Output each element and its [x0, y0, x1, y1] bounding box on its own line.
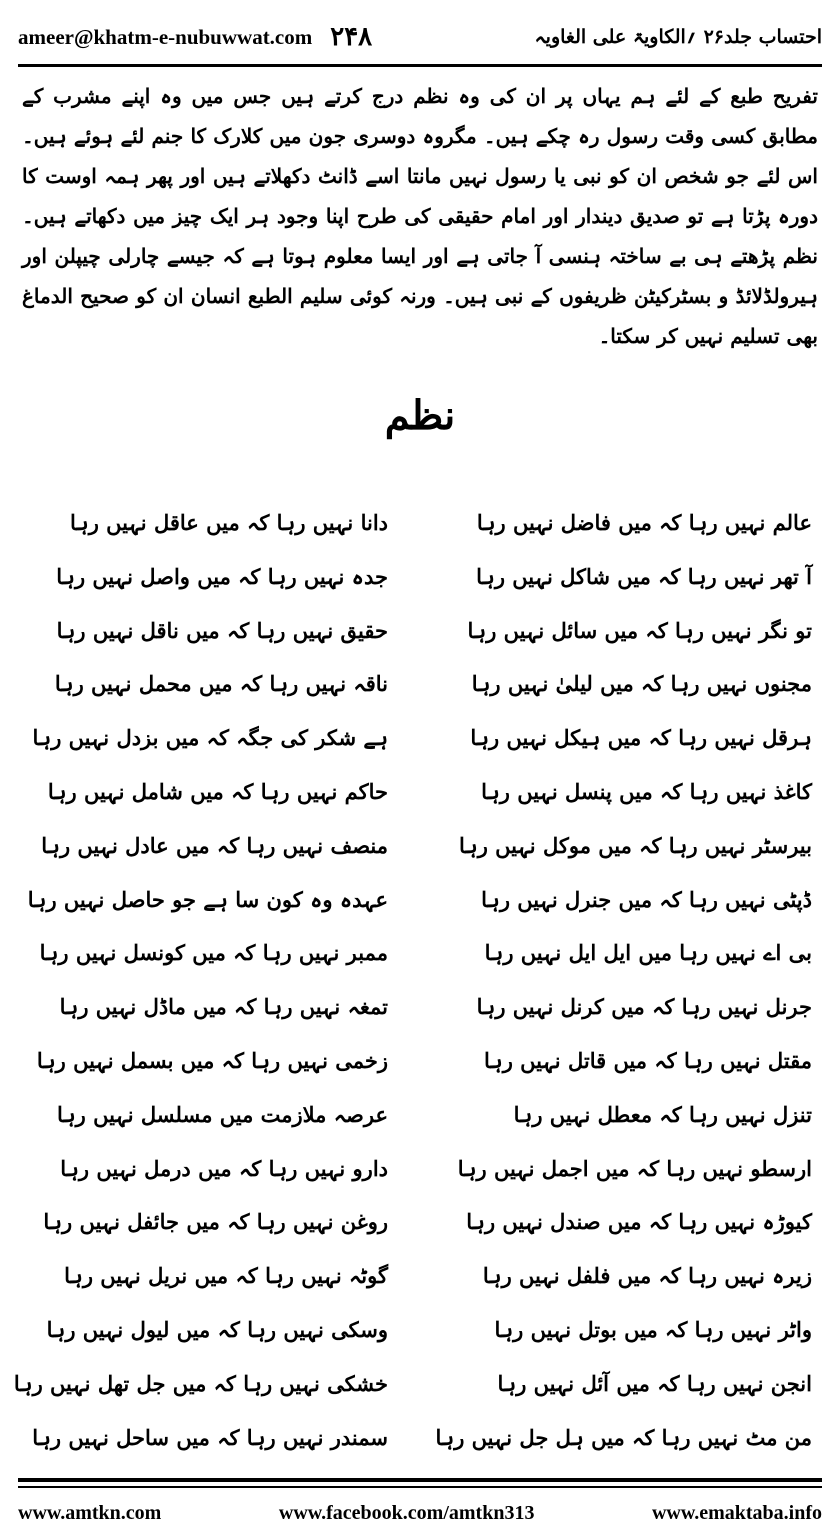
verse: ارسطو نہیں رہا کہ میں اجمل نہیں رہا	[457, 1155, 812, 1181]
footer-rule	[18, 1478, 822, 1488]
verse: ہرقل نہیں رہا کہ میں ہیکل نہیں رہا	[470, 725, 812, 751]
verse: مقتل نہیں رہا کہ میں قاتل نہیں رہا	[484, 1047, 812, 1073]
verse: ناقہ نہیں رہا کہ میں محمل نہیں رہا	[54, 671, 388, 697]
verse: کیوڑہ نہیں رہا کہ میں صندل نہیں رہا	[466, 1209, 812, 1235]
verse: من مٹ نہیں رہا کہ میں ہل جل نہیں رہا	[435, 1424, 812, 1450]
book-title: احتساب جلد۲۶ ؍الکاویۃ علی الغاویہ	[534, 26, 822, 48]
verse: خشکی نہیں رہا کہ میں جل تھل نہیں رہا	[13, 1370, 388, 1396]
footer-link-amtkn[interactable]: www.amtkn.com	[18, 1501, 162, 1524]
verse: تو نگر نہیں رہا کہ میں سائل نہیں رہا	[467, 617, 812, 643]
verse: عہدہ وہ کون سا ہے جو حاصل نہیں رہا	[27, 886, 388, 912]
page-number: ۲۴۸	[330, 22, 373, 52]
page-header	[18, 14, 822, 60]
verse: بی اے نہیں رہا میں ایل ایل نہیں رہا	[484, 940, 812, 966]
header-email[interactable]: ameer@khatm-e-nubuwwat.com	[18, 24, 313, 49]
verse: ڈپٹی نہیں رہا کہ میں جنرل نہیں رہا	[481, 886, 812, 912]
verse: زیرہ نہیں رہا کہ میں فلفل نہیں رہا	[482, 1263, 812, 1289]
verse: مجنوں نہیں رہا کہ میں لیلیٰ نہیں رہا	[471, 671, 812, 697]
footer-link-facebook[interactable]: www.facebook.com/amtkn313	[278, 1501, 535, 1524]
header-left	[18, 22, 372, 52]
header-rule	[18, 64, 822, 67]
verse: تنزل نہیں رہا کہ معطل نہیں رہا	[513, 1101, 812, 1127]
intro-text: تفریح طبع کے لئے ہم یہاں پر ان کی وہ نظم درج کرتے ہیں جس میں وہ اپنے مشرب کے مطابق کسی وقت رسول رہ چکے ہیں۔ مگروہ دوسری جون میں کلارک کا جنم لئے ہوئے ہیں۔ اس لئے جو شخص ان کو نبی یا رسول نہیں مانتا اسے ڈانٹ دکھلاتے ہیں اور پھر ہمہ اوست کا دورہ پڑتا ہے تو صدیق دیندار اور امام حقیقی کی طرح اپنا وجود ہر ایک چیز میں دکھاتے ہیں۔ نظم پڑھتے ہی بے ساختہ ہنسی آ جاتی ہے اور ایسا معلوم ہوتا ہے کہ جیسے چارلی چیپلن اور ہیرولڈلائڈ و بسٹرکیٹن ظریفوں کے نبی ہیں۔ ورنہ کوئی سلیم الطبع انسان ان کو صحیح الدماغ بھی تسلیم نہیں کر سکتا۔	[22, 84, 818, 348]
verse: دارو نہیں رہا کہ میں درمل نہیں رہا	[60, 1155, 388, 1181]
verse: روغن نہیں رہا کہ میں جائفل نہیں رہا	[43, 1209, 388, 1235]
verse: عرصہ ملازمت میں مسلسل نہیں رہا	[56, 1101, 388, 1127]
poem-right-column	[435, 496, 812, 1464]
verse: بیرسٹر نہیں رہا کہ میں موکل نہیں رہا	[459, 832, 812, 858]
verse: حقیق نہیں رہا کہ میں ناقل نہیں رہا	[56, 617, 388, 643]
verse: منصف نہیں رہا کہ میں عادل نہیں رہا	[41, 832, 388, 858]
verse: عالم نہیں رہا کہ میں فاضل نہیں رہا	[476, 510, 812, 535]
verse: ہے شکر کی جگہ کہ میں بزدل نہیں رہا	[32, 725, 388, 751]
poem-title: نظم	[384, 392, 456, 439]
verse: سمندر نہیں رہا کہ میں ساحل نہیں رہا	[32, 1424, 388, 1450]
page-footer	[18, 1496, 822, 1530]
intro-paragraph	[22, 76, 818, 356]
verse: زخمی نہیں رہا کہ میں بسمل نہیں رہا	[36, 1047, 388, 1073]
verse: دانا نہیں رہا کہ میں عاقل نہیں رہا	[70, 510, 388, 535]
verse: جرنل نہیں رہا کہ میں کرنل نہیں رہا	[476, 994, 812, 1020]
verse: انجن نہیں رہا کہ میں آئل نہیں رہا	[497, 1370, 812, 1396]
footer-link-emaktaba[interactable]: www.emaktaba.info	[651, 1501, 822, 1524]
verse: گوٹہ نہیں رہا کہ میں نریل نہیں رہا	[64, 1263, 388, 1289]
verse: ممبر نہیں رہا کہ میں کونسل نہیں رہا	[39, 940, 388, 966]
verse: وسکی نہیں رہا کہ میں لیول نہیں رہا	[46, 1316, 388, 1342]
poem-left-column	[13, 496, 388, 1464]
verse: واٹر نہیں رہا کہ میں بوتل نہیں رہا	[494, 1316, 812, 1342]
verse: آ تھر نہیں رہا کہ میں شاکل نہیں رہا	[476, 563, 812, 589]
verse: تمغہ نہیں رہا کہ میں ماڈل نہیں رہا	[59, 994, 388, 1020]
poem	[13, 496, 812, 1464]
verse: جدہ نہیں رہا کہ میں واصل نہیں رہا	[56, 563, 388, 589]
verse: کاغذ نہیں رہا کہ میں پنسل نہیں رہا	[481, 778, 812, 804]
verse: حاکم نہیں رہا کہ میں شامل نہیں رہا	[47, 778, 388, 804]
